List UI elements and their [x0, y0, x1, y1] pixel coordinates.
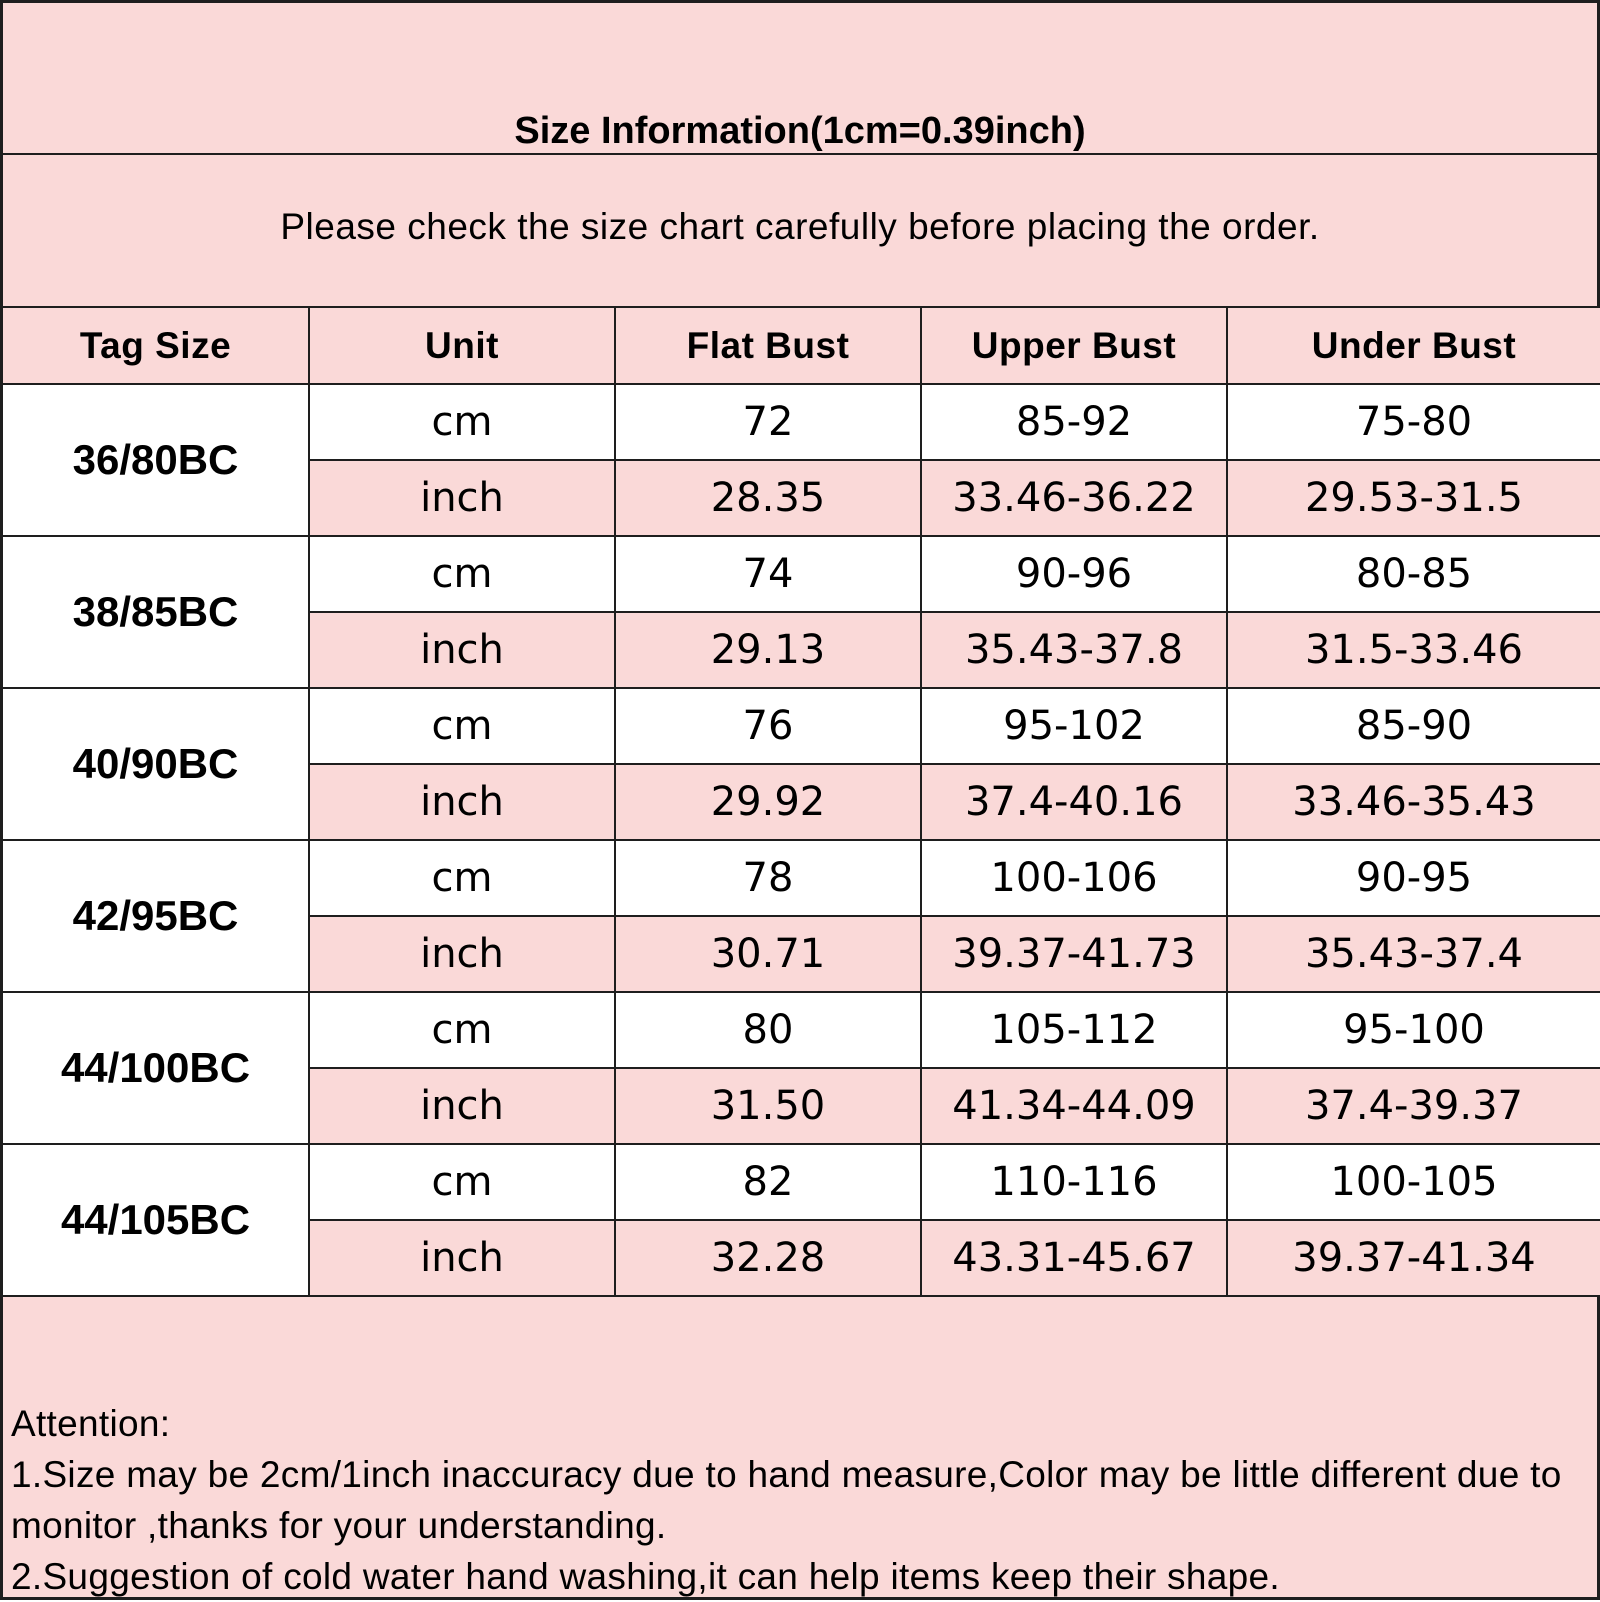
header-upper-bust: Upper Bust: [921, 308, 1227, 384]
upper-bust-cell: 90-96: [921, 536, 1227, 612]
upper-bust-cell: 35.43-37.8: [921, 612, 1227, 688]
under-bust-cell: 37.4-39.37: [1227, 1068, 1600, 1144]
table-row: [3, 384, 1600, 460]
upper-bust-cell: 39.37-41.73: [921, 916, 1227, 992]
table-row: [3, 688, 1600, 764]
table-row: [3, 840, 1600, 916]
attention-note-2: 2.Suggestion of cold water hand washing,it can help items keep their shape.: [11, 1556, 1280, 1597]
attention-notes: [11, 1398, 1596, 1602]
unit-cell: inch: [309, 916, 615, 992]
unit-cell: inch: [309, 764, 615, 840]
flat-bust-cell: 32.28: [615, 1220, 921, 1296]
page-subtitle: Please check the size chart carefully before placing the order.: [280, 206, 1320, 247]
flat-bust-cell: 74: [615, 536, 921, 612]
upper-bust-cell: 33.46-36.22: [921, 460, 1227, 536]
unit-cell: inch: [309, 612, 615, 688]
upper-bust-cell: 37.4-40.16: [921, 764, 1227, 840]
attention-heading: Attention:: [11, 1403, 171, 1444]
upper-bust-cell: 43.31-45.67: [921, 1220, 1227, 1296]
subtitle-band: [3, 155, 1597, 308]
upper-bust-cell: 41.34-44.09: [921, 1068, 1227, 1144]
under-bust-cell: 85-90: [1227, 688, 1600, 764]
upper-bust-cell: 100-106: [921, 840, 1227, 916]
flat-bust-cell: 30.71: [615, 916, 921, 992]
flat-bust-cell: 31.50: [615, 1068, 921, 1144]
unit-cell: inch: [309, 1220, 615, 1296]
tag-size-cell: 42/95BC: [3, 840, 309, 992]
under-bust-cell: 100-105: [1227, 1144, 1600, 1220]
tag-size-cell: 44/100BC: [3, 992, 309, 1144]
upper-bust-cell: 95-102: [921, 688, 1227, 764]
table-row: [3, 1144, 1600, 1220]
flat-bust-cell: 28.35: [615, 460, 921, 536]
header-unit: Unit: [309, 308, 615, 384]
unit-cell: cm: [309, 536, 615, 612]
unit-cell: inch: [309, 460, 615, 536]
under-bust-cell: 90-95: [1227, 840, 1600, 916]
under-bust-cell: 31.5-33.46: [1227, 612, 1600, 688]
under-bust-cell: 80-85: [1227, 536, 1600, 612]
size-table: [3, 308, 1600, 1297]
page-title: Size Information(1cm=0.39inch): [514, 110, 1086, 152]
flat-bust-cell: 78: [615, 840, 921, 916]
upper-bust-cell: 110-116: [921, 1144, 1227, 1220]
unit-cell: cm: [309, 840, 615, 916]
flat-bust-cell: 72: [615, 384, 921, 460]
flat-bust-cell: 29.92: [615, 764, 921, 840]
unit-cell: cm: [309, 1144, 615, 1220]
header-tag-size: Tag Size: [3, 308, 309, 384]
flat-bust-cell: 82: [615, 1144, 921, 1220]
flat-bust-cell: 29.13: [615, 612, 921, 688]
attention-note-1: 1.Size may be 2cm/1inch inaccuracy due to hand measure,Color may be little different due to monitor ,thanks for your understanding.: [11, 1454, 1562, 1546]
flat-bust-cell: 76: [615, 688, 921, 764]
under-bust-cell: 35.43-37.4: [1227, 916, 1600, 992]
under-bust-cell: 39.37-41.34: [1227, 1220, 1600, 1296]
header-flat-bust: Flat Bust: [615, 308, 921, 384]
under-bust-cell: 29.53-31.5: [1227, 460, 1600, 536]
header-row: [3, 308, 1600, 384]
flat-bust-cell: 80: [615, 992, 921, 1068]
under-bust-cell: 75-80: [1227, 384, 1600, 460]
under-bust-cell: 33.46-35.43: [1227, 764, 1600, 840]
under-bust-cell: 95-100: [1227, 992, 1600, 1068]
unit-cell: inch: [309, 1068, 615, 1144]
tag-size-cell: 38/85BC: [3, 536, 309, 688]
unit-cell: cm: [309, 688, 615, 764]
tag-size-cell: 36/80BC: [3, 384, 309, 536]
title-band: [3, 3, 1597, 155]
table-row: [3, 536, 1600, 612]
upper-bust-cell: 85-92: [921, 384, 1227, 460]
unit-cell: cm: [309, 992, 615, 1068]
tag-size-cell: 44/105BC: [3, 1144, 309, 1296]
unit-cell: cm: [309, 384, 615, 460]
table-row: [3, 992, 1600, 1068]
header-under-bust: Under Bust: [1227, 308, 1600, 384]
upper-bust-cell: 105-112: [921, 992, 1227, 1068]
tag-size-cell: 40/90BC: [3, 688, 309, 840]
